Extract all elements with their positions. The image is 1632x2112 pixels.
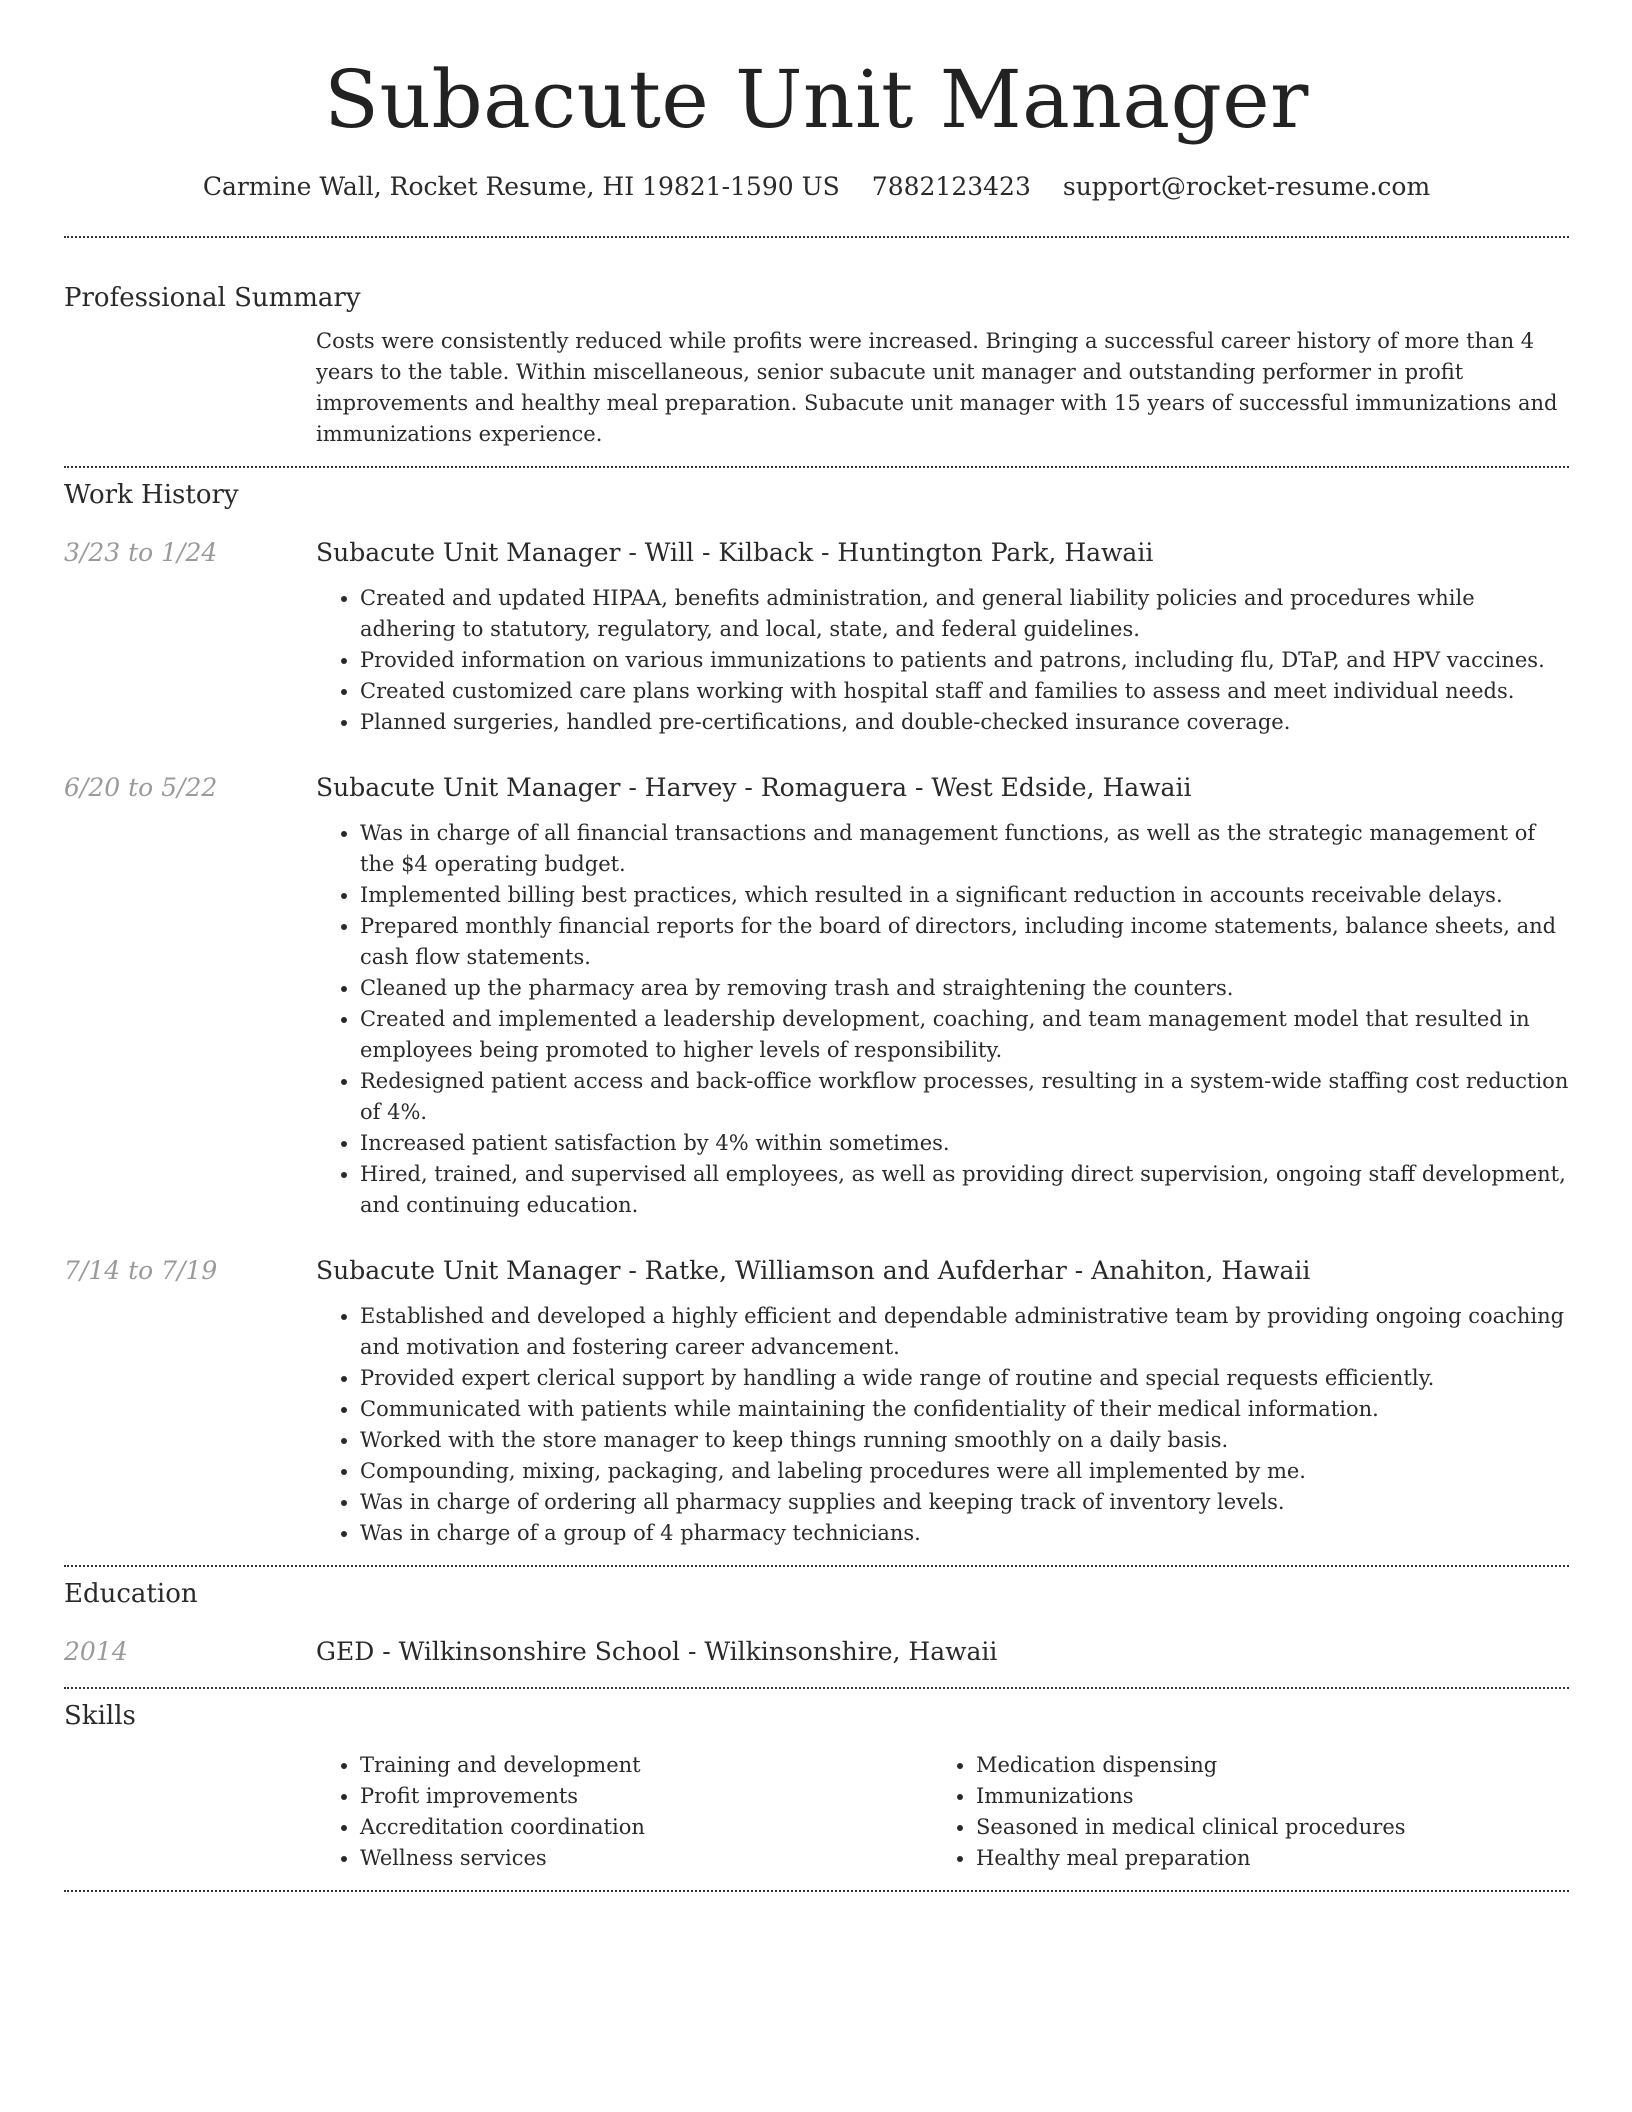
skills-column-left bbox=[316, 1750, 932, 1874]
list-item: • Redesigned patient access and back-office workflow processes, resulting in a system-wide staffing cost reduction of 4%. bbox=[360, 1066, 1569, 1128]
job-bullets bbox=[316, 818, 1569, 1221]
skills-heading: Skills bbox=[64, 1701, 136, 1731]
skill-item: • Accreditation coordination bbox=[360, 1812, 932, 1843]
education-section bbox=[64, 1567, 1569, 1687]
education-date: 2014 bbox=[64, 1637, 128, 1666]
list-item: • Was in charge of all financial transactions and management functions, as well as the strategic management of the $4 operating budget. bbox=[360, 818, 1569, 880]
work-history-heading: Work History bbox=[64, 480, 239, 510]
summary-text: Costs were consistently reduced while profits were increased. Bringing a successful career history of more than 4 years to the table. Within miscellaneous, senior subacute unit manager and outstanding performer in profit improvements and healthy meal preparation. Subacute unit manager with 15 years of successful immunizations and immunizations experience. bbox=[316, 329, 1558, 446]
list-item: • Hired, trained, and supervised all employees, as well as providing direct supervision, ongoing staff development, and continuing education. bbox=[360, 1159, 1569, 1221]
contact-phone: 7882123423 bbox=[871, 172, 1031, 201]
skill-item: • Profit improvements bbox=[360, 1781, 932, 1812]
skill-item: • Immunizations bbox=[976, 1781, 1548, 1812]
summary-section bbox=[64, 238, 1569, 466]
job-title: Subacute Unit Manager - Ratke, Williamson and Aufderhar - Anahiton, Hawaii bbox=[316, 1256, 1311, 1285]
contact-address: Carmine Wall, Rocket Resume, HI 19821-1590 US bbox=[202, 172, 840, 201]
job-title: Subacute Unit Manager - Will - Kilback - Huntington Park, Hawaii bbox=[316, 538, 1154, 567]
divider bbox=[64, 1890, 1569, 1892]
skill-item: • Seasoned in medical clinical procedures bbox=[976, 1812, 1548, 1843]
skills-columns bbox=[316, 1750, 1569, 1874]
skill-item: • Wellness services bbox=[360, 1843, 932, 1874]
list-item: • Increased patient satisfaction by 4% within sometimes. bbox=[360, 1128, 1569, 1159]
skills-section bbox=[64, 1689, 1569, 1890]
list-item: • Provided information on various immunizations to patients and patrons, including flu, DTaP, and HPV vaccines. bbox=[360, 645, 1569, 676]
job-entry-1 bbox=[64, 536, 1569, 738]
list-item: • Provided expert clerical support by handling a wide range of routine and special requests efficiently. bbox=[360, 1363, 1569, 1394]
job-dates: 7/14 to 7/19 bbox=[64, 1256, 218, 1285]
job-bullets bbox=[316, 1301, 1569, 1549]
education-entry bbox=[64, 1635, 1569, 1669]
education-title: GED - Wilkinsonshire School - Wilkinsonshire, Hawaii bbox=[316, 1637, 998, 1666]
list-item: • Implemented billing best practices, which resulted in a significant reduction in accounts receivable delays. bbox=[360, 880, 1569, 911]
list-item: • Created and implemented a leadership development, coaching, and team management model that resulted in employees being promoted to higher levels of responsibility. bbox=[360, 1004, 1569, 1066]
job-dates: 3/23 to 1/24 bbox=[64, 538, 218, 567]
resume-page bbox=[64, 0, 1569, 1892]
skill-item: • Training and development bbox=[360, 1750, 932, 1781]
job-title: Subacute Unit Manager - Harvey - Romaguera - West Edside, Hawaii bbox=[316, 773, 1192, 802]
list-item: • Prepared monthly financial reports for the board of directors, including income statements, balance sheets, and cash flow statements. bbox=[360, 911, 1569, 973]
skill-item: • Medication dispensing bbox=[976, 1750, 1548, 1781]
list-item: • Worked with the store manager to keep things running smoothly on a daily basis. bbox=[360, 1425, 1569, 1456]
contact-email: support@rocket-resume.com bbox=[1062, 172, 1431, 201]
list-item: • Compounding, mixing, packaging, and labeling procedures were all implemented by me. bbox=[360, 1456, 1569, 1487]
list-item: • Created and updated HIPAA, benefits administration, and general liability policies and procedures while adhering to statutory, regulatory, and local, state, and federal guidelines. bbox=[360, 583, 1569, 645]
list-item: • Cleaned up the pharmacy area by removing trash and straightening the counters. bbox=[360, 973, 1569, 1004]
list-item: • Created customized care plans working with hospital staff and families to assess and meet individual needs. bbox=[360, 676, 1569, 707]
job-entry-3 bbox=[64, 1254, 1569, 1565]
list-item: • Communicated with patients while maintaining the confidentiality of their medical information. bbox=[360, 1394, 1569, 1425]
job-dates: 6/20 to 5/22 bbox=[64, 773, 218, 802]
summary-heading: Professional Summary bbox=[64, 283, 361, 313]
education-heading: Education bbox=[64, 1579, 198, 1609]
list-item: • Was in charge of a group of 4 pharmacy technicians. bbox=[360, 1518, 1569, 1549]
contact-line bbox=[64, 170, 1569, 204]
list-item: • Established and developed a highly efficient and dependable administrative team by providing ongoing coaching and motivation and fostering career advancement. bbox=[360, 1301, 1569, 1363]
job-entry-2 bbox=[64, 771, 1569, 1221]
skill-item: • Healthy meal preparation bbox=[976, 1843, 1548, 1874]
work-history-section bbox=[64, 468, 1569, 1565]
job-bullets bbox=[316, 583, 1569, 738]
list-item: • Planned surgeries, handled pre-certifications, and double-checked insurance coverage. bbox=[360, 707, 1569, 738]
skills-column-right bbox=[932, 1750, 1548, 1874]
list-item: • Was in charge of ordering all pharmacy supplies and keeping track of inventory levels. bbox=[360, 1487, 1569, 1518]
resume-name-title: Subacute Unit Manager bbox=[324, 53, 1309, 146]
